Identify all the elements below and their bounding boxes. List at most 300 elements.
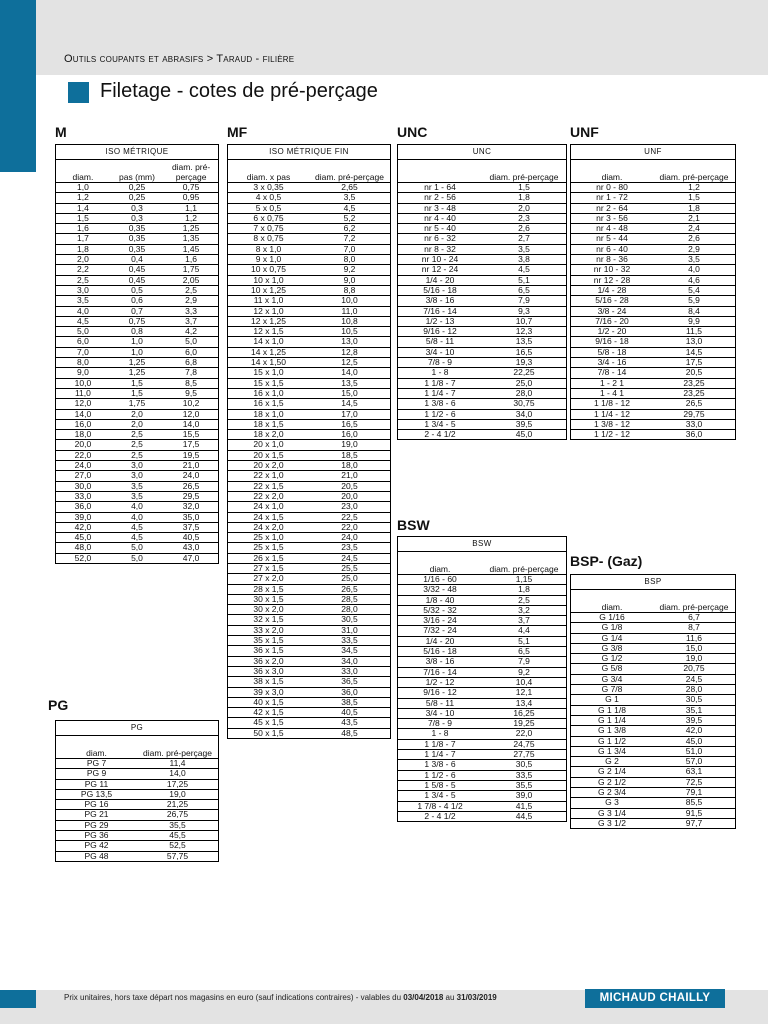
- table-cell: 2,2: [56, 265, 110, 275]
- table-cell: 3/32 - 48: [398, 585, 483, 595]
- heading-mf: MF: [227, 124, 248, 140]
- table-cell: 2,5: [482, 595, 567, 605]
- table-cell: 63,1: [653, 767, 736, 777]
- table-row: [56, 337, 219, 347]
- table-row: [228, 337, 391, 347]
- table-row: [398, 213, 567, 223]
- table-cell: 1,8: [482, 193, 567, 203]
- table-cell: G 3/8: [571, 643, 654, 653]
- table-row: [228, 306, 391, 316]
- table-cell: 12,1: [482, 688, 567, 698]
- table-row: [398, 750, 567, 760]
- table-cell: 18,0: [309, 461, 391, 471]
- table-cell: 2,0: [56, 255, 110, 265]
- table-cell: 3/8 - 24: [571, 306, 654, 316]
- table-cell: PG 16: [56, 800, 138, 810]
- table-bsp: [570, 574, 736, 829]
- table-row: [228, 327, 391, 337]
- table-cell: nr 5 - 40: [398, 224, 483, 234]
- table-cell: 8,4: [653, 306, 736, 316]
- table-row: [56, 841, 219, 851]
- table-cell: nr 0 - 80: [571, 183, 654, 193]
- table-cell: 0,25: [110, 183, 164, 193]
- table-row: [56, 265, 219, 275]
- table-cell: PG 21: [56, 810, 138, 820]
- table-cell: 2,05: [164, 275, 218, 285]
- table-cell: 3,7: [164, 316, 218, 326]
- table-cell: 10,5: [309, 327, 391, 337]
- table-cell: 22 x 2,0: [228, 491, 310, 501]
- table-cell: 1 1/4 - 7: [398, 750, 483, 760]
- table-cell: 6,5: [482, 647, 567, 657]
- table-cell: 1,2: [653, 183, 736, 193]
- table-row: [56, 255, 219, 265]
- table-row: [228, 471, 391, 481]
- table-cell: 2,3: [482, 213, 567, 223]
- table-row: [228, 255, 391, 265]
- table-cell: 1,15: [482, 575, 567, 585]
- table-cell: 29,75: [653, 409, 736, 419]
- table-row: [398, 780, 567, 790]
- table-cell: 1,2: [164, 213, 218, 223]
- table-row: [398, 677, 567, 687]
- table-cell: 24 x 1,0: [228, 502, 310, 512]
- table-row: [398, 657, 567, 667]
- table-cell: 33,0: [309, 666, 391, 676]
- table-cell: 1,6: [56, 224, 110, 234]
- table-cell: nr 10 - 24: [398, 255, 483, 265]
- table-cell: 42,0: [653, 726, 736, 736]
- table-row: [398, 409, 567, 419]
- table-cell: 3,0: [56, 285, 110, 295]
- table-cell: 7,0: [56, 347, 110, 357]
- table-cell: 48,5: [309, 728, 391, 738]
- table-cell: 1 3/8 - 6: [398, 399, 483, 409]
- table-cell: 9,2: [309, 265, 391, 275]
- table-caption-row: [56, 721, 219, 736]
- table-cell: 15 x 1,0: [228, 368, 310, 378]
- table-cell: 44,5: [482, 811, 567, 821]
- table-row: [571, 798, 736, 808]
- table-cell: 0,95: [164, 193, 218, 203]
- table-header-row: [571, 590, 736, 613]
- table-row: [228, 687, 391, 697]
- table-row: [56, 193, 219, 203]
- table-row: [398, 811, 567, 821]
- table-row: [56, 543, 219, 553]
- table-cell: 7 x 0,75: [228, 224, 310, 234]
- table-row: [571, 203, 736, 213]
- table-cell: G 1 3/4: [571, 746, 654, 756]
- table-cell: 20 x 1,0: [228, 440, 310, 450]
- table-cell: 8,5: [164, 378, 218, 388]
- table-cell: 47,0: [164, 553, 218, 563]
- table-cell: 30 x 2,0: [228, 605, 310, 615]
- table-cell: 45,5: [137, 831, 219, 841]
- table-cell: G 1/2: [571, 654, 654, 664]
- brand-logo: MICHAUD CHAILLY: [585, 989, 725, 1008]
- table-row: [228, 584, 391, 594]
- table-cell: 36,0: [309, 687, 391, 697]
- table-row: [398, 729, 567, 739]
- column-header: diam.: [398, 552, 483, 575]
- table-row: [56, 759, 219, 769]
- table-cell: 20,75: [653, 664, 736, 674]
- table-cell: 7,2: [309, 234, 391, 244]
- table-row: [228, 533, 391, 543]
- table-row: [398, 688, 567, 698]
- table-cell: 25,0: [482, 378, 567, 388]
- table-cell: 17,5: [653, 358, 736, 368]
- table-row: [571, 788, 736, 798]
- table-row: [571, 808, 736, 818]
- table-cell: 15,5: [164, 430, 218, 440]
- table-cell: 16,0: [56, 419, 110, 429]
- table-cell: G 7/8: [571, 685, 654, 695]
- table-cell: 0,3: [110, 203, 164, 213]
- table-cell: 1,25: [110, 368, 164, 378]
- table-cell: 1,0: [110, 347, 164, 357]
- table-cell: nr 5 - 44: [571, 234, 654, 244]
- table-row: [228, 461, 391, 471]
- table-cell: 28,0: [653, 685, 736, 695]
- table-cell: 16,0: [309, 430, 391, 440]
- table-row: [56, 779, 219, 789]
- table-row: [228, 265, 391, 275]
- table-cell: 10,8: [309, 316, 391, 326]
- table-cell: 3,0: [110, 461, 164, 471]
- table-cell: 3 x 0,35: [228, 183, 310, 193]
- table-cell: 18,0: [56, 430, 110, 440]
- table-row: [398, 368, 567, 378]
- table-row: [56, 234, 219, 244]
- table-cell: 1,5: [56, 213, 110, 223]
- table-cell: 1/4 - 28: [571, 285, 654, 295]
- table-cell: 41,5: [482, 801, 567, 811]
- table-row: [228, 656, 391, 666]
- table-cell: 39,0: [482, 791, 567, 801]
- table-row: [571, 409, 736, 419]
- table-cell: 1 3/4 - 5: [398, 791, 483, 801]
- table-cell: G 1 1/2: [571, 736, 654, 746]
- table-cell: 3,5: [110, 481, 164, 491]
- table-cell: 8,7: [653, 623, 736, 633]
- column-header: diam. pré-perçage: [482, 160, 567, 183]
- table-row: [228, 409, 391, 419]
- table-cell: G 3: [571, 798, 654, 808]
- table-cell: PG 36: [56, 831, 138, 841]
- table-cell: 20,5: [309, 481, 391, 491]
- table-row: [228, 244, 391, 254]
- table-row: [571, 664, 736, 674]
- table-cell: 17,0: [309, 409, 391, 419]
- table-cell: nr 6 - 40: [571, 244, 654, 254]
- table-cell: 91,5: [653, 808, 736, 818]
- table-row: [56, 224, 219, 234]
- table-row: [398, 595, 567, 605]
- table-row: [56, 481, 219, 491]
- table-cell: 13,5: [482, 337, 567, 347]
- table-cell: 30,5: [482, 760, 567, 770]
- table-cell: 26,5: [309, 584, 391, 594]
- table-cell: 1 3/8 - 12: [571, 419, 654, 429]
- table-cell: 57,75: [137, 851, 219, 861]
- heading-unc: UNC: [397, 124, 428, 140]
- table-cell: 9/16 - 18: [571, 337, 654, 347]
- table-cell: 9/16 - 12: [398, 327, 483, 337]
- table-row: [571, 746, 736, 756]
- table-row: [228, 234, 391, 244]
- table-row: [56, 409, 219, 419]
- table-cell: 24,75: [482, 739, 567, 749]
- table-cell: 45,0: [482, 430, 567, 440]
- table-cell: 13,0: [309, 337, 391, 347]
- table-cell: G 2: [571, 757, 654, 767]
- table-row: [398, 327, 567, 337]
- table-cell: 1 1/2 - 6: [398, 409, 483, 419]
- table-cell: PG 48: [56, 851, 138, 861]
- table-cell: 33,0: [56, 491, 110, 501]
- table-cell: 3,8: [482, 255, 567, 265]
- table-cell: 14,0: [164, 419, 218, 429]
- table-row: [56, 203, 219, 213]
- table-cell: 40,5: [164, 533, 218, 543]
- table-header-row: [228, 160, 391, 183]
- table-cell: nr 4 - 48: [571, 224, 654, 234]
- table-cell: PG 7: [56, 759, 138, 769]
- table-row: [571, 613, 736, 623]
- table-row: [571, 244, 736, 254]
- table-row: [56, 553, 219, 563]
- table-cell: 22 x 1,0: [228, 471, 310, 481]
- table-cell: 14 x 1,0: [228, 337, 310, 347]
- table-cell: 5/16 - 18: [398, 647, 483, 657]
- table-cell: 35,5: [482, 780, 567, 790]
- table-cell: 79,1: [653, 788, 736, 798]
- table-cell: G 2 1/2: [571, 777, 654, 787]
- table-row: [398, 255, 567, 265]
- table-cell: 35,0: [164, 512, 218, 522]
- table-row: [228, 574, 391, 584]
- column-header: diam. pré-perçage: [164, 160, 218, 183]
- table-cell: G 5/8: [571, 664, 654, 674]
- table-row: [228, 430, 391, 440]
- table-cell: 7/8 - 14: [571, 368, 654, 378]
- table-cell: 1,6: [164, 255, 218, 265]
- title-square-icon: [68, 82, 89, 103]
- table-cell: 5,1: [482, 636, 567, 646]
- table-cell: 2,9: [164, 296, 218, 306]
- table-mf: [227, 144, 391, 739]
- table-cell: 20 x 1,5: [228, 450, 310, 460]
- column-header: pas (mm): [110, 160, 164, 183]
- table-row: [56, 306, 219, 316]
- column-header: diam. x pas: [228, 160, 310, 183]
- date-to: 31/03/2019: [456, 993, 497, 1002]
- table-cell: 1 1/8 - 7: [398, 739, 483, 749]
- table-cell: nr 3 - 56: [571, 213, 654, 223]
- table-cell: 1,2: [56, 193, 110, 203]
- table-row: [398, 801, 567, 811]
- table-cell: 52,5: [137, 841, 219, 851]
- table-row: [228, 388, 391, 398]
- table-cell: 42,0: [56, 522, 110, 532]
- breadcrumb[interactable]: Outils coupants et abrasifs > Taraud - filière: [64, 53, 295, 65]
- table-cell: G 1 1/8: [571, 705, 654, 715]
- heading-bsp: BSP- (Gaz): [570, 553, 643, 569]
- table-row: [228, 615, 391, 625]
- table-row: [571, 736, 736, 746]
- table-caption: ISO MÉTRIQUE: [56, 145, 219, 160]
- table-cell: 27 x 2,0: [228, 574, 310, 584]
- table-row: [56, 440, 219, 450]
- table-row: [56, 820, 219, 830]
- table-row: [571, 183, 736, 193]
- table-unc: [397, 144, 567, 440]
- table-row: [228, 553, 391, 563]
- table-cell: 2,5: [110, 430, 164, 440]
- table-cell: 0,35: [110, 244, 164, 254]
- table-cell: 2,0: [110, 419, 164, 429]
- table-cell: 33,0: [653, 419, 736, 429]
- table-row: [571, 378, 736, 388]
- table-cell: 1,75: [110, 399, 164, 409]
- table-row: [228, 625, 391, 635]
- table-cell: 22,5: [309, 512, 391, 522]
- table-cell: G 2 3/4: [571, 788, 654, 798]
- table-cell: 9/16 - 12: [398, 688, 483, 698]
- table-cell: 4,5: [309, 203, 391, 213]
- table-cell: 0,45: [110, 265, 164, 275]
- table-cell: 10,7: [482, 316, 567, 326]
- table-cell: 5/16 - 18: [398, 285, 483, 295]
- table-cell: 14,0: [137, 769, 219, 779]
- table-cell: 52,0: [56, 553, 110, 563]
- table-cell: 1,5: [110, 378, 164, 388]
- table-row: [56, 316, 219, 326]
- table-cell: 1 - 8: [398, 368, 483, 378]
- table-cell: 28,0: [482, 388, 567, 398]
- table-cell: 14 x 1,50: [228, 358, 310, 368]
- table-row: [56, 183, 219, 193]
- table-cell: 39 x 3,0: [228, 687, 310, 697]
- table-cell: 1 3/8 - 6: [398, 760, 483, 770]
- table-row: [56, 296, 219, 306]
- table-row: [228, 224, 391, 234]
- table-cell: 43,5: [309, 718, 391, 728]
- table-row: [398, 203, 567, 213]
- table-cell: 1 - 8: [398, 729, 483, 739]
- table-cell: 10,0: [56, 378, 110, 388]
- table-row: [571, 285, 736, 295]
- table-cell: G 3/4: [571, 674, 654, 684]
- table-cell: 26,5: [653, 399, 736, 409]
- table-cell: 9,9: [653, 316, 736, 326]
- table-cell: 13,4: [482, 698, 567, 708]
- table-cell: 10 x 1,25: [228, 285, 310, 295]
- table-row: [571, 337, 736, 347]
- table-row: [228, 543, 391, 553]
- table-row: [571, 818, 736, 828]
- table-cell: 3,2: [482, 605, 567, 615]
- table-cell: 45,0: [653, 736, 736, 746]
- column-header: diam. pré-perçage: [137, 736, 219, 759]
- table-cell: 11,4: [137, 759, 219, 769]
- table-cell: 5,0: [110, 553, 164, 563]
- table-cell: 2 - 4 1/2: [398, 430, 483, 440]
- table-cell: G 1/4: [571, 633, 654, 643]
- table-cell: 22,0: [482, 729, 567, 739]
- table-cell: 34,0: [482, 409, 567, 419]
- table-cell: G 1 3/8: [571, 726, 654, 736]
- table-row: [56, 810, 219, 820]
- table-row: [228, 522, 391, 532]
- table-cell: 7,8: [164, 368, 218, 378]
- table-cell: 0,5: [110, 285, 164, 295]
- table-cell: G 1 1/4: [571, 715, 654, 725]
- table-cell: 15 x 1,5: [228, 378, 310, 388]
- table-row: [571, 368, 736, 378]
- table-cell: 0,6: [110, 296, 164, 306]
- table-cell: 4,5: [110, 533, 164, 543]
- table-cell: 12,0: [56, 399, 110, 409]
- table-cell: 5 x 0,5: [228, 203, 310, 213]
- table-header-row: [398, 160, 567, 183]
- table-row: [571, 327, 736, 337]
- table-row: [228, 368, 391, 378]
- table-cell: 5/32 - 32: [398, 605, 483, 615]
- table-caption-row: [571, 145, 736, 160]
- table-row: [398, 791, 567, 801]
- table-pg: [55, 720, 219, 862]
- table-cell: 1,25: [110, 358, 164, 368]
- table-cell: 35 x 1,5: [228, 636, 310, 646]
- table-caption: UNC: [398, 145, 567, 160]
- table-cell: 1,5: [482, 183, 567, 193]
- table-row: [571, 695, 736, 705]
- table-caption-row: [571, 575, 736, 590]
- table-row: [56, 533, 219, 543]
- table-cell: 24,5: [309, 553, 391, 563]
- table-cell: 23,0: [309, 502, 391, 512]
- table-cell: 40 x 1,5: [228, 697, 310, 707]
- table-row: [56, 399, 219, 409]
- table-row: [56, 789, 219, 799]
- table-row: [571, 767, 736, 777]
- table-cell: 3,5: [110, 491, 164, 501]
- table-row: [571, 777, 736, 787]
- table-cell: 33,5: [309, 636, 391, 646]
- table-row: [56, 275, 219, 285]
- table-m: [55, 144, 219, 564]
- table-cell: 18,5: [309, 450, 391, 460]
- table-cell: 10 x 0,75: [228, 265, 310, 275]
- table-row: [56, 419, 219, 429]
- table-cell: 43,0: [164, 543, 218, 553]
- table-cell: 36,0: [56, 502, 110, 512]
- table-cell: 1,4: [56, 203, 110, 213]
- column-header: diam.: [571, 590, 654, 613]
- table-cell: G 1/8: [571, 623, 654, 633]
- table-cell: 2,6: [482, 224, 567, 234]
- table-cell: 24,5: [653, 674, 736, 684]
- table-row: [228, 450, 391, 460]
- table-cell: 11 x 1,0: [228, 296, 310, 306]
- table-row: [398, 244, 567, 254]
- table-cell: 12,0: [164, 409, 218, 419]
- table-cell: 5/16 - 28: [571, 296, 654, 306]
- table-row: [571, 306, 736, 316]
